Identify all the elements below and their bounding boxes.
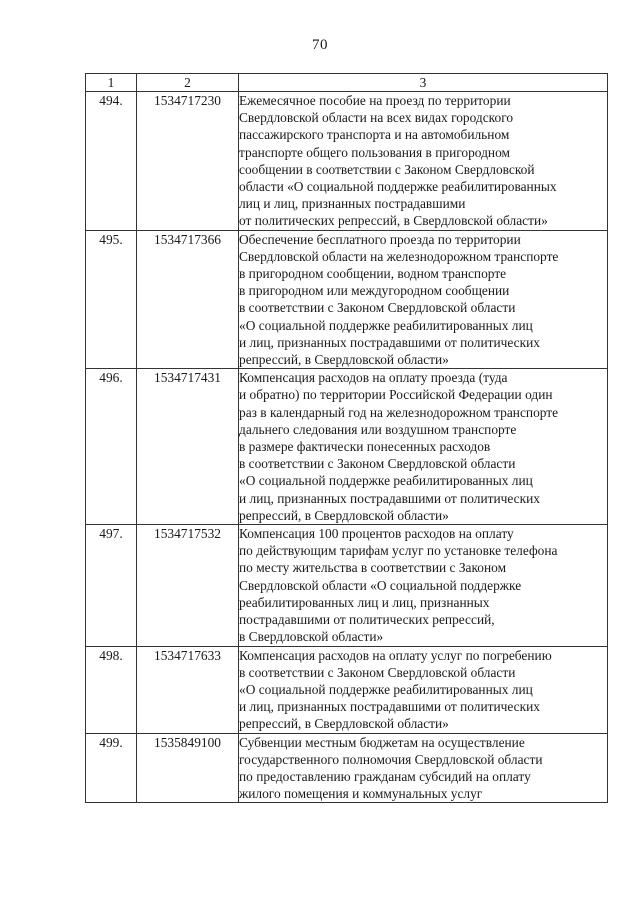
expense-description [239, 525, 608, 646]
expense-description [239, 369, 608, 525]
description-line: «О социальной поддержке реабилитированных лиц [239, 317, 533, 333]
description-line: жилого помещения и коммунальных услуг [239, 786, 483, 802]
description-line: Компенсация расходов на оплату услуг по погребению [239, 647, 552, 663]
description-line: в соответствии с Законом Свердловской области [239, 664, 516, 680]
table-row [86, 525, 608, 646]
page-number: 70 [312, 37, 328, 53]
description-line: Свердловской области на всех видах городского [239, 110, 514, 126]
description-line: и лиц, признанных пострадавшими от политических [239, 490, 540, 506]
budget-classification-code: 1535849100 [137, 733, 239, 803]
description-line: «О социальной поддержке реабилитированных лиц [239, 473, 533, 489]
description-line: сообщении в соответствии с Законом Свердловской [239, 161, 535, 177]
description-line: Свердловской области на железнодорожном транспорте [239, 248, 559, 264]
row-number: 498. [86, 646, 137, 733]
column-header-code: 2 [137, 74, 239, 92]
column-header-description: 3 [239, 74, 608, 92]
description-line: Субвенции местным бюджетам на осуществление [239, 734, 525, 750]
budget-classification-code: 1534717230 [137, 92, 239, 231]
description-line: раз в календарный год на железнодорожном транспорте [239, 404, 559, 420]
column-header-number: 1 [86, 74, 137, 92]
description-line: в пригородном или междугородном сообщении [239, 283, 510, 299]
description-line: от политических репрессий, в Свердловской области» [239, 213, 548, 229]
table-row [86, 369, 608, 525]
description-line: репрессий, в Свердловской области» [239, 352, 449, 368]
expense-description [239, 646, 608, 733]
description-line: по действующим тарифам услуг по установке телефона [239, 543, 558, 559]
row-number: 496. [86, 369, 137, 525]
description-line: пострадавшими от политических репрессий, [239, 612, 495, 628]
expense-description [239, 733, 608, 803]
description-line: и лиц, признанных пострадавшими от политических [239, 699, 540, 715]
description-line: в соответствии с Законом Свердловской области [239, 300, 516, 316]
description-line: пассажирского транспорта и на автомобильном [239, 127, 510, 143]
description-line: области «О социальной поддержке реабилитированных [239, 179, 557, 195]
description-line: Обеспечение бесплатного проезда по территории [239, 231, 521, 247]
description-line: репрессий, в Свердловской области» [239, 716, 449, 732]
description-line: по месту жительства в соответствии с Законом [239, 560, 507, 576]
description-line: в пригородном сообщении, водном транспорте [239, 266, 507, 282]
row-number: 497. [86, 525, 137, 646]
description-line: и лиц, признанных пострадавшими от политических [239, 334, 540, 350]
description-line: государственного полномочия Свердловской области [239, 751, 543, 767]
description-line: Свердловской области «О социальной поддержке [239, 577, 522, 593]
description-line: дальнего следования или воздушном транспорте [239, 421, 517, 437]
description-line: Компенсация расходов на оплату проезда (туда [239, 370, 508, 386]
description-line: Компенсация 100 процентов расходов на оплату [239, 526, 514, 542]
description-line: в Свердловской области» [239, 629, 384, 645]
table-row [86, 646, 608, 733]
description-line: «О социальной поддержке реабилитированных лиц [239, 681, 533, 697]
budget-classification-code: 1534717532 [137, 525, 239, 646]
budget-classification-code: 1534717366 [137, 230, 239, 369]
expense-description [239, 230, 608, 369]
table-row [86, 230, 608, 369]
description-line: по предоставлению гражданам субсидий на оплату [239, 768, 531, 784]
table-header-row [86, 74, 608, 92]
description-line: и обратно) по территории Российской Федерации один [239, 387, 553, 403]
description-line: реабилитированных лиц и лиц, признанных [239, 594, 490, 610]
description-line: лиц и лиц, признанных пострадавшими [239, 196, 466, 212]
table-row [86, 92, 608, 231]
description-line: в размере фактически понесенных расходов [239, 439, 491, 455]
budget-classification-code: 1534717431 [137, 369, 239, 525]
budget-classification-code: 1534717633 [137, 646, 239, 733]
table-row [86, 733, 608, 803]
description-line: транспорте общего пользования в пригородном [239, 144, 511, 160]
description-line: в соответствии с Законом Свердловской области [239, 456, 516, 472]
expense-description [239, 92, 608, 231]
budget-code-table [85, 73, 608, 803]
description-line: репрессий, в Свердловской области» [239, 507, 449, 523]
row-number: 499. [86, 733, 137, 803]
description-line: Ежемесячное пособие на проезд по территории [239, 93, 511, 108]
row-number: 495. [86, 230, 137, 369]
row-number: 494. [86, 92, 137, 231]
